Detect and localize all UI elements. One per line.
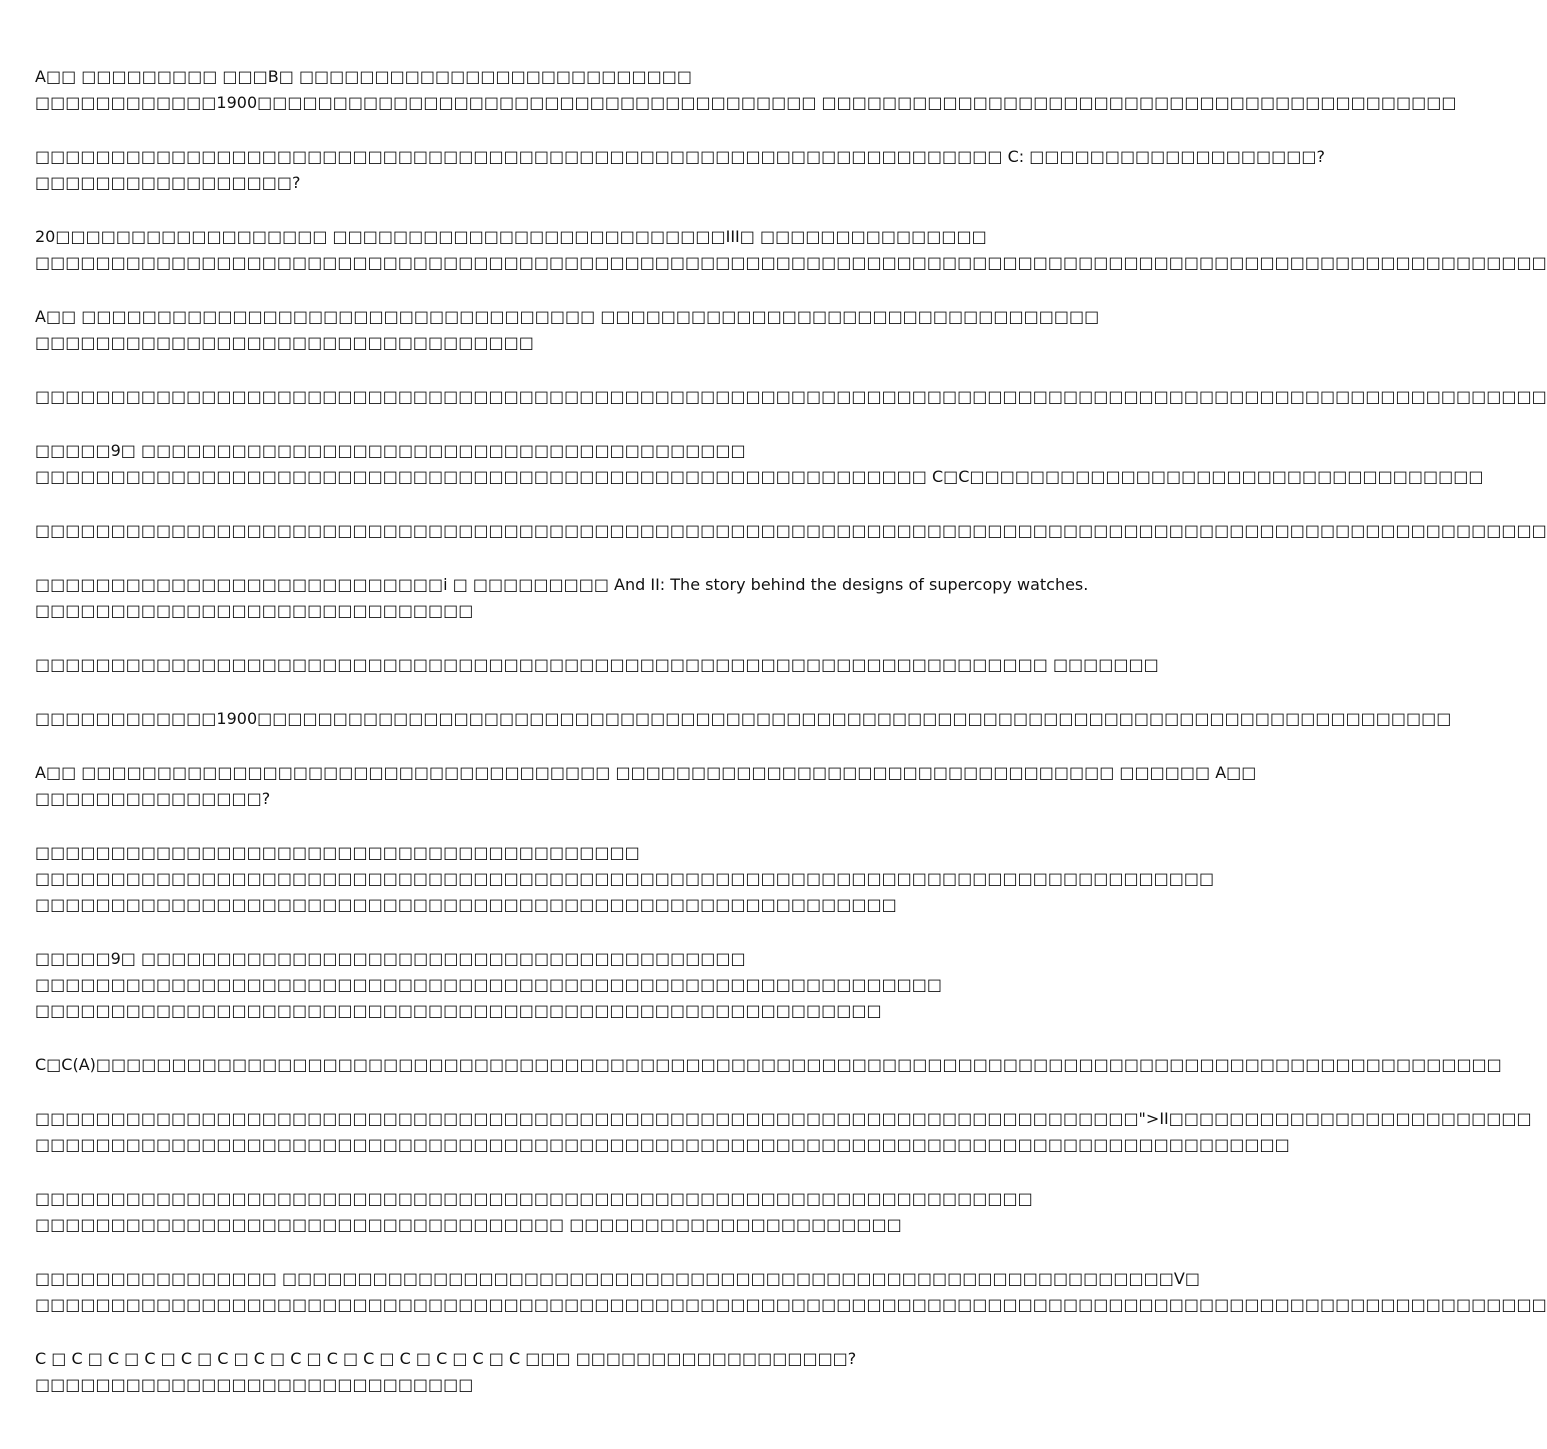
paragraph: [35, 1346, 990, 1398]
paragraph: [35, 518, 1547, 544]
text-line: □□□□□□□□□□□□□□□□□□□□□□□□□□□□□□□□□□□□□□□□□□□□□□□□□□□□□□□□□□□□□□□□□□□□□□□□□□□□□□□□□□□□□□□□□□□□□□□□□□□□: [35, 253, 1547, 272]
text-line: □□□□□□□□□□□□□□□□□□□□□□□□□□□□□□□□□□□□□□□□□□□□□□□□□□□□□□□□□□□□□□□□□□□□□□□□□□□□□□□□□□□□□□□□□□□□□□□□□□□□: [35, 521, 1547, 540]
text-line: □□□□□□□□□□□□1900□□□□□□□□□□□□□□□□□□□□□□□□□□□□□□□□□□□□□□□□□□□□□□□□□□□□□□□□□□□□□□□□□□□□□□□□□□□□□□□: [35, 709, 1452, 728]
text-line: □□□□□□□□□□□□1900□□□□□□□□□□□□□□□□□□□□□□□□□□□□□□□□□□□□□ □□□□□□□□□□□□□□□□□□□□□□□□□□□□□□□□□□□□□□□□□□: [35, 93, 1457, 112]
paragraph: [35, 1186, 1033, 1238]
paragraph: [35, 652, 1159, 678]
paragraph: [35, 64, 1457, 116]
paragraph: [35, 840, 1215, 918]
text-line: □□□□□□□□□□□□□□□□□□□□□□□□□□□□□□□□□: [35, 333, 534, 352]
paragraph: [35, 224, 1547, 276]
text-line: □□□□□□□□□□□□□□□□□□□□□□□□□□□□□□□□□□□□□□□□□□□□□□□□□□□□□□□□□□□□□□□□□□□□□□□□□□□□□□□□□□□: [35, 1135, 1290, 1154]
paragraph: [35, 760, 1257, 812]
paragraph: [35, 1106, 1532, 1158]
paragraph: [35, 304, 1100, 356]
text-line: □□□□□□□□□□□□□□□□□□□□□□□□□□□□□: [35, 1375, 474, 1394]
text-line: 20□□□□□□□□□□□□□□□□□□ □□□□□□□□□□□□□□□□□□□□□□□□□□III□ □□□□□□□□□□□□□□□: [35, 227, 987, 246]
text-line: □□□□□□□□□□□□□□□□□□□□□□□□□□□□□□□□□□□□□□□□□□□□□□□□□□□□□□□□□□□□□□□□□□□ □□□□□□□: [35, 655, 1159, 674]
text-line: C□C(A)□□□□□□□□□□□□□□□□□□□□□□□□□□□□□□□□□□□□□□□□□□□□□□□□□□□□□□□□□□□□□□□□□□□□□□□□□□□□□□□□□□□□□□□□□□□□□: [35, 1055, 1502, 1074]
text-line: □□□□□9□ □□□□□□□□□□□□□□□□□□□□□□□□□□□□□□□□□□□□□□□□: [35, 441, 746, 460]
text-line: □□□□□□□□□□□□□□□□□?: [35, 173, 301, 192]
text-line: □□□□□9□ □□□□□□□□□□□□□□□□□□□□□□□□□□□□□□□□□□□□□□□□: [35, 949, 746, 968]
text-line: A□□ □□□□□□□□□□□□□□□□□□□□□□□□□□□□□□□□□□□ □□□□□□□□□□□□□□□□□□□□□□□□□□□□□□□□□ □□□□□□ A□□: [35, 763, 1257, 782]
text-line: □□□□□□□□□□□□□□□□□□□□□□□□□□□i □ □□□□□□□□□ And II: The story behind the designs of supercopy watches.: [35, 575, 1089, 594]
text-line: □□□□□□□□□□□□□□□□□□□□□□□□□□□□□□□□□□□□□□□□□□□□□□□□□□□□□□□□□□□□□□□□□□□□□□□□□□□□□□: [35, 869, 1215, 888]
text-line: □□□□□□□□□□□□□□□□□□□□□□□□□□□□□□□□□□□□□□□□□□□□□□□□□□□□□□□□□□□□□□□□ C: □□□□□□□□□□□□□□□□□□□?: [35, 147, 1325, 166]
text-line: C □ C □ C □ C □ C □ C □ C □ C □ C □ C □ C □ C □ C □ C □□□ □□□□□□□□□□□□□□□□□□?: [35, 1349, 857, 1368]
text-line: A□□ □□□□□□□□□□□□□□□□□□□□□□□□□□□□□□□□□□ □□□□□□□□□□□□□□□□□□□□□□□□□□□□□□□□□: [35, 307, 1100, 326]
text-line: □□□□□□□□□□□□□□□□□□□□□□□□□□□□□□□□□□□□□□□□□□□□□□□□□□□□□□□□□□□□□□□□□□□□□□□□□">II□□□□□□□□□□□□□□□□□□□□□□□□: [35, 1109, 1532, 1128]
text-line: □□□□□□□□□□□□□□□□□□□□□□□□□□□□□□□□□□□□□□□□□□□□□□□□□□□□□□□□: [35, 1001, 882, 1020]
text-line: A□□ □□□□□□□□□ □□□B□ □□□□□□□□□□□□□□□□□□□□□□□□□□: [35, 67, 692, 86]
paragraph: [35, 1266, 1547, 1318]
text-line: □□□□□□□□□□□□□□□□□□□□□□□□□□□□□□□□□□□□□□□□: [35, 843, 640, 862]
paragraph: [35, 572, 1089, 624]
text-line: □□□□□□□□□□□□□□□□□□□□□□□□□□□□□□□□□□□□□□□□□□□□□□□□□□□□□□□□□: [35, 895, 897, 914]
paragraph: [35, 706, 1452, 732]
paragraph: [35, 438, 1484, 490]
text-line: □□□□□□□□□□□□□□□□□□□□□□□□□□□□□□□□□□□□□□□□□□□□□□□□□□□□□□□□□□□□□□□□□□: [35, 1189, 1033, 1208]
paragraph: [35, 946, 990, 1024]
text-line: □□□□□□□□□□□□□□□□ □□□□□□□□□□□□□□□□□□□□□□□□□□□□□□□□□□□□□□□□□□□□□□□□□□□□□□□□□□□V□: [35, 1269, 1200, 1288]
text-line: □□□□□□□□□□□□□□□□□□□□□□□□□□□□□□□□□□□□□□□□□□□□□□□□□□□□□□□□□□□ C□C□□□□□□□□□□□□□□□□□□□□□□□□□□□□□□□□□□: [35, 467, 1484, 486]
paragraph: [35, 144, 1325, 196]
paragraph: [35, 384, 1547, 410]
text-line: □□□□□□□□□□□□□□□□□□□□□□□□□□□□□□□□□□□□□□□□□□□□□□□□□□□□□□□□□□□□□□□□□□□□□□□□□□□□□□□□□□□□□□□□□□□□□□□□□□□□: [35, 1295, 1547, 1314]
text-line: □□□□□□□□□□□□□□□□□□□□□□□□□□□□□□□□□□□□□□□□□□□□□□□□□□□□□□□□□□□□: [35, 975, 943, 994]
text-line: □□□□□□□□□□□□□□□□□□□□□□□□□□□□□: [35, 601, 474, 620]
text-line: □□□□□□□□□□□□□□□□□□□□□□□□□□□□□□□□□□□ □□□□□□□□□□□□□□□□□□□□□□: [35, 1215, 902, 1234]
text-line: □□□□□□□□□□□□□□□?: [35, 789, 271, 808]
text-line: □□□□□□□□□□□□□□□□□□□□□□□□□□□□□□□□□□□□□□□□□□□□□□□□□□□□□□□□□□□□□□□□□□□□□□□□□□□□□□□□□□□□□□□□□□□□□□□□□□□□: [35, 387, 1547, 406]
paragraph: [35, 1052, 1502, 1078]
